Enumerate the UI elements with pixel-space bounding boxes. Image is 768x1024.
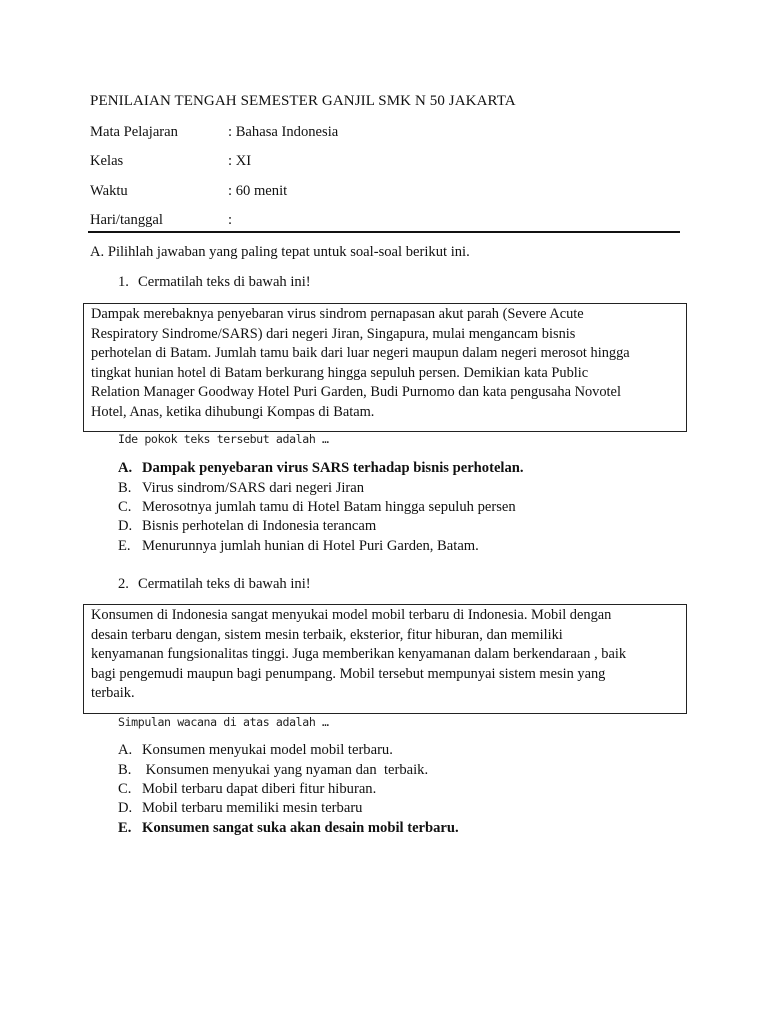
question-2-option-e-letter: E. (118, 820, 132, 836)
question-1-option-c[interactable]: Merosotnya jumlah tamu di Hotel Batam hingga sepuluh persen (142, 499, 516, 515)
info-label-subject: Mata Pelajaran (90, 124, 178, 140)
question-2-prompt: Simpulan wacana di atas adalah … (118, 715, 329, 729)
question-2-option-b[interactable]: Konsumen menyukai yang nyaman dan terbaik. (142, 762, 429, 778)
question-2-option-c[interactable]: Mobil terbaru dapat diberi fitur hiburan. (142, 781, 377, 797)
question-1-option-d-letter: D. (118, 518, 133, 534)
question-2-option-d-letter: D. (118, 800, 133, 816)
question-1-option-e-letter: E. (118, 538, 131, 554)
passage-line: terbaik. (91, 685, 135, 701)
question-1-option-a-letter: A. (118, 460, 133, 476)
question-1-option-c-letter: C. (118, 499, 132, 515)
question-1-number: 1. (118, 274, 129, 290)
passage-line: Konsumen di Indonesia sangat menyukai model mobil terbaru di Indonesia. Mobil dengan (91, 607, 612, 623)
question-1-option-b-letter: B. (118, 480, 132, 496)
question-1-stem: Cermatilah teks di bawah ini! (138, 274, 311, 290)
question-1-option-e[interactable]: Menurunnya jumlah hunian di Hotel Puri Garden, Batam. (142, 538, 479, 554)
passage-line: kenyamanan fungsionalitas tinggi. Juga memberikan kenyamanan dalam berkendaraan , baik (91, 646, 627, 662)
passage-line: Respiratory Sindrome/SARS) dari negeri Jiran, Singapura, mulai mengancam bisnis (91, 325, 576, 342)
info-label-time: Waktu (90, 183, 128, 199)
question-1-option-d[interactable]: Bisnis perhotelan di Indonesia terancam (142, 518, 377, 534)
question-2-option-a-letter: A. (118, 742, 133, 758)
passage-line: Hotel, Anas, ketika dihubungi Kompas di Batam. (91, 403, 375, 420)
info-label-date: Hari/tanggal (90, 212, 163, 228)
header-divider (88, 231, 680, 233)
question-1-passage-box (83, 303, 687, 432)
question-1-option-a[interactable]: Dampak penyebaran virus SARS terhadap bisnis perhotelan. (142, 460, 524, 476)
passage-line: bagi pengemudi maupun bagi penumpang. Mobil tersebut mempunyai sistem mesin yang (91, 665, 606, 682)
question-2-option-d[interactable]: Mobil terbaru memiliki mesin terbaru (142, 800, 363, 816)
exam-title: PENILAIAN TENGAH SEMESTER GANJIL SMK N 50 JAKARTA (90, 93, 516, 109)
section-a-instruction: A. Pilihlah jawaban yang paling tepat untuk soal-soal berikut ini. (90, 244, 470, 260)
question-2-number: 2. (118, 576, 129, 592)
info-value-subject: : Bahasa Indonesia (228, 124, 339, 140)
question-2-stem: Cermatilah teks di bawah ini! (138, 576, 311, 592)
question-2-option-e[interactable]: Konsumen sangat suka akan desain mobil terbaru. (142, 820, 459, 836)
passage-line: perhotelan di Batam. Jumlah tamu baik dari luar negeri maupun dalam negeri merosot hingga (91, 345, 630, 361)
question-1-prompt: Ide pokok teks tersebut adalah … (118, 432, 329, 446)
info-value-time: : 60 menit (228, 183, 288, 199)
info-label-class: Kelas (90, 153, 124, 169)
passage-line: Relation Manager Goodway Hotel Puri Garden, Budi Purnomo dan kata pengusaha Novotel (91, 384, 621, 400)
passage-line: desain terbaru dengan, sistem mesin terbaik, eksterior, fitur hiburan, dan memiliki (91, 626, 563, 643)
info-value-date: : (228, 212, 233, 228)
question-1-option-b[interactable]: Virus sindrom/SARS dari negeri Jiran (142, 480, 365, 496)
info-value-class: : XI (228, 153, 252, 169)
question-2-option-a[interactable]: Konsumen menyukai model mobil terbaru. (142, 742, 393, 758)
passage-line: Dampak merebaknya penyebaran virus sindrom pernapasan akut parah (Severe Acute (91, 306, 584, 322)
question-2-option-b-letter: B. (118, 762, 132, 778)
question-2-passage-box (83, 604, 687, 714)
question-2-option-c-letter: C. (118, 781, 132, 797)
passage-line: tingkat hunian hotel di Batam berkurang hingga sepuluh persen. Demikian kata Public (91, 364, 589, 381)
